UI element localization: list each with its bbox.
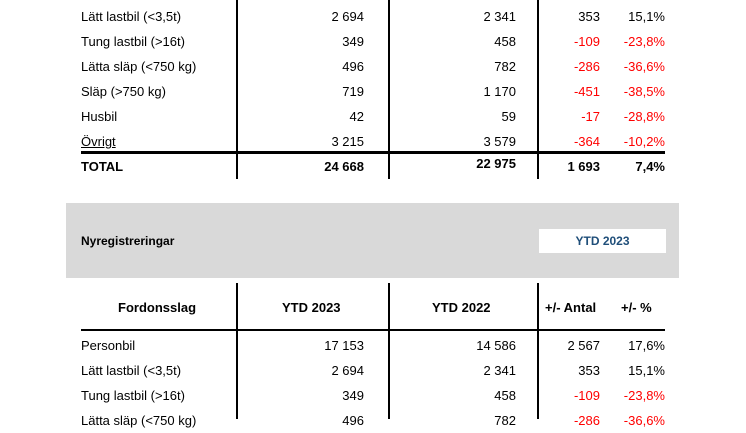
diff-count-value: -109 <box>573 34 600 49</box>
total-label: TOTAL <box>81 159 124 174</box>
diff-percent-value: -36,6% <box>623 413 665 428</box>
total-diff-percent: 7,4% <box>635 159 665 174</box>
row-label: Tung lastbil (>16t) <box>81 388 185 403</box>
period-badge: YTD 2023 <box>539 229 666 253</box>
ytd-2023-value: 349 <box>342 34 364 49</box>
header-fordonsslag: Fordonsslag <box>118 300 197 315</box>
ytd-2023-value: 719 <box>342 84 364 99</box>
row-label: Släp (>750 kg) <box>81 84 166 99</box>
ytd-2022-value: 14 586 <box>476 338 516 353</box>
ytd-2022-value: 2 341 <box>483 363 516 378</box>
diff-count-value: -451 <box>573 84 600 99</box>
table-row <box>0 29 746 54</box>
diff-count-value: 353 <box>578 363 600 378</box>
ytd-2022-value: 59 <box>501 109 516 124</box>
table-row <box>0 383 746 408</box>
diff-count-value: -17 <box>581 109 600 124</box>
header-diff-percent: +/- % <box>621 300 652 315</box>
ytd-2022-value: 3 579 <box>483 134 516 149</box>
table-row <box>0 104 746 129</box>
ytd-2022-value: 2 341 <box>483 9 516 24</box>
row-label: Husbil <box>81 109 118 124</box>
header-diff-count: +/- Antal <box>545 300 597 315</box>
ytd-2023-value: 496 <box>342 59 364 74</box>
diff-count-value: -286 <box>573 59 600 74</box>
table-row <box>0 408 746 433</box>
diff-count-value: 2 567 <box>567 338 600 353</box>
diff-percent-value: -23,8% <box>623 34 665 49</box>
total-ytd-2023: 24 668 <box>324 159 364 174</box>
ytd-2022-value: 1 170 <box>483 84 516 99</box>
table-row <box>0 4 746 29</box>
total-diff-count: 1 693 <box>567 159 600 174</box>
diff-percent-value: -38,5% <box>623 84 665 99</box>
diff-percent-value: 15,1% <box>628 9 665 24</box>
ytd-2023-value: 3 215 <box>331 134 364 149</box>
row-label: Lätt lastbil (<3,5t) <box>81 363 182 378</box>
header-ytd-2023: YTD 2023 <box>282 300 341 315</box>
diff-percent-value: -36,6% <box>623 59 665 74</box>
total-row <box>0 154 746 179</box>
ytd-2022-value: 782 <box>494 413 516 428</box>
ytd-2023-value: 2 694 <box>331 363 364 378</box>
table-row <box>0 358 746 383</box>
section-title: Nyregistreringar <box>81 234 175 248</box>
ytd-2023-value: 2 694 <box>331 9 364 24</box>
ytd-2022-value: 458 <box>494 388 516 403</box>
diff-percent-value: -23,8% <box>623 388 665 403</box>
total-ytd-2022: 22 975 <box>476 156 516 171</box>
ytd-2023-value: 17 153 <box>324 338 364 353</box>
ytd-2023-value: 42 <box>349 109 364 124</box>
ytd-2022-value: 782 <box>494 59 516 74</box>
table-row <box>0 54 746 79</box>
diff-percent-value: -10,2% <box>623 134 665 149</box>
table-row <box>0 79 746 104</box>
diff-percent-value: 15,1% <box>628 363 665 378</box>
ytd-2023-value: 496 <box>342 413 364 428</box>
ytd-2023-value: 349 <box>342 388 364 403</box>
table-row <box>0 333 746 358</box>
header-rule <box>81 329 665 331</box>
row-label: Övrigt <box>81 134 116 149</box>
diff-count-value: -364 <box>573 134 600 149</box>
ytd-2022-value: 458 <box>494 34 516 49</box>
row-label: Lätta släp (<750 kg) <box>81 413 197 428</box>
header-ytd-2022: YTD 2022 <box>432 300 491 315</box>
diff-count-value: 353 <box>578 9 600 24</box>
diff-percent-value: -28,8% <box>623 109 665 124</box>
diff-percent-value: 17,6% <box>628 338 665 353</box>
row-label: Personbil <box>81 338 136 353</box>
row-label: Lätt lastbil (<3,5t) <box>81 9 182 24</box>
diff-count-value: -109 <box>573 388 600 403</box>
diff-count-value: -286 <box>573 413 600 428</box>
row-label: Tung lastbil (>16t) <box>81 34 185 49</box>
row-label: Lätta släp (<750 kg) <box>81 59 197 74</box>
